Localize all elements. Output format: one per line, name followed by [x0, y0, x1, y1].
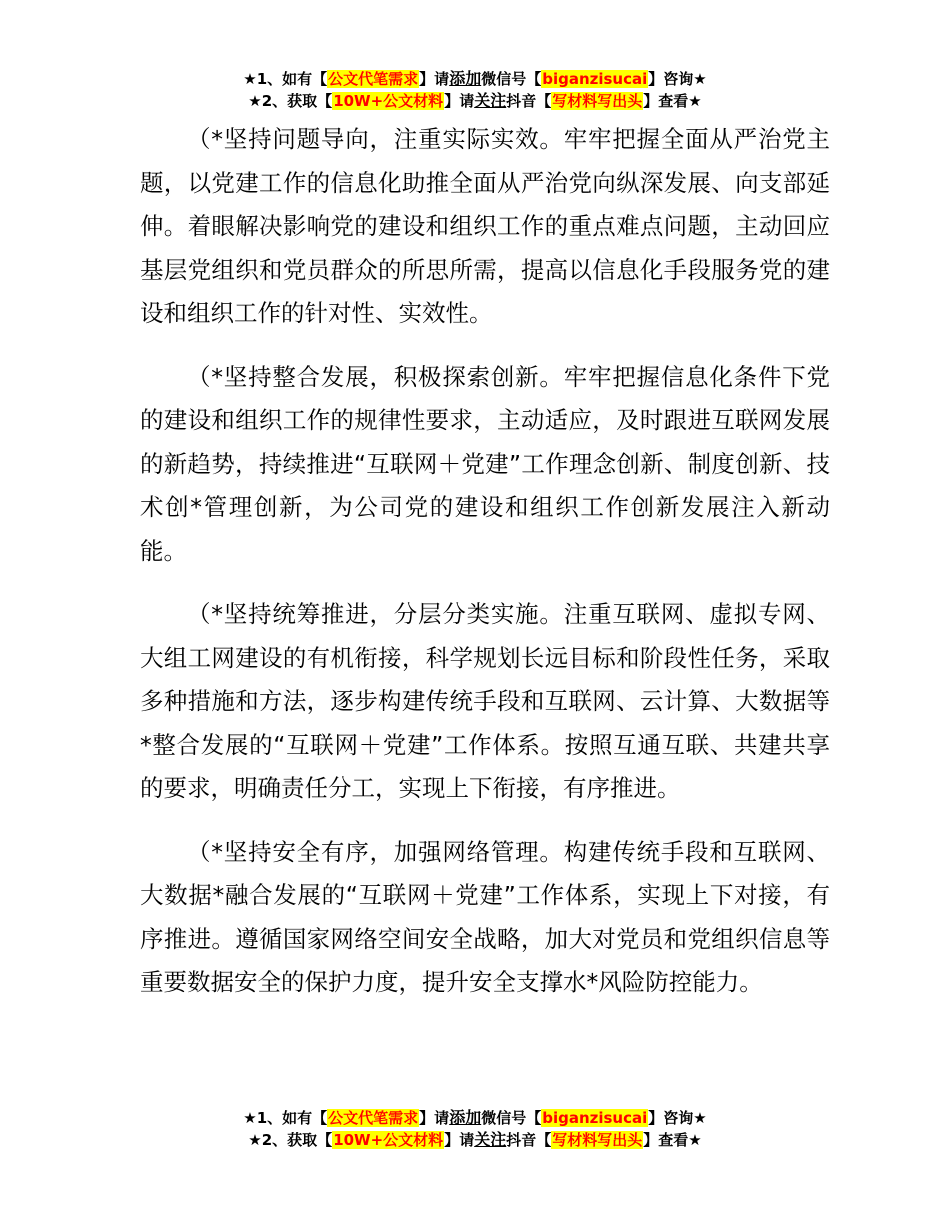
underlined-text: 关注: [474, 91, 507, 110]
banner-text: ★1、如有【: [243, 70, 328, 88]
banner-text: ★1、如有【: [243, 1109, 328, 1127]
highlight-text: 10W+公文材料: [333, 1131, 444, 1149]
banner-text: 抖音【: [506, 1131, 552, 1149]
banner-text: 】查看★: [643, 92, 702, 110]
footer-banner: [0, 1107, 950, 1151]
paragraph: （*坚持整合发展，积极探索创新。牢牢把握信息化条件下党的建设和组织工作的规律性要求，主动适应，及时跟进互联网发展的新趋势，持续推进“互联网＋党建”工作理念创新、制度创新、技术创*管理创新，为公司党的建设和组织工作创新发展注入新动能。: [140, 362, 830, 565]
banner-text: 微信号【: [481, 1109, 542, 1127]
banner-text: 】咨询★: [648, 70, 707, 88]
banner-text: ★2、获取【: [248, 1131, 333, 1149]
banner-text: ★2、获取【: [248, 92, 333, 110]
highlight-text: 公文代笔需求: [328, 70, 419, 88]
underlined-text: 添加: [449, 69, 482, 88]
banner-text: 】咨询★: [648, 1109, 707, 1127]
banner-text: 】请: [419, 1109, 450, 1127]
banner-line-1: [0, 1107, 950, 1129]
highlight-text: 写材料写出头: [552, 92, 643, 110]
banner-line-2: [0, 1129, 950, 1151]
header-banner: [0, 68, 950, 112]
banner-line-2: [0, 90, 950, 112]
document-body: [140, 118, 830, 1025]
banner-text: 】查看★: [643, 1131, 702, 1149]
paragraph: （*坚持问题导向，注重实际实效。牢牢把握全面从严治党主题，以党建工作的信息化助推全面从严治党向纵深发展、向支部延伸。着眼解决影响党的建设和组织工作的重点难点问题，主动回应基层党组织和党员群众的所思所需，提高以信息化手段服务党的建设和组织工作的针对性、实效性。: [140, 125, 830, 327]
banner-text: 】请: [419, 70, 450, 88]
paragraph: （*坚持统筹推进，分层分类实施。注重互联网、虚拟专网、大组工网建设的有机衔接，科学规划长远目标和阶段性任务，采取多种措施和方法，逐步构建传统手段和互联网、云计算、大数据等*整合发展的“互联网＋党建”工作体系。按照互通互联、共建共享的要求，明确责任分工，实现上下衔接，有序推进。: [140, 600, 830, 802]
highlight-text: biganzisucai: [542, 1109, 648, 1127]
highlight-text: 10W+公文材料: [333, 92, 444, 110]
paragraph: （*坚持安全有序，加强网络管理。构建传统手段和互联网、大数据*融合发展的“互联网＋党建”工作体系，实现上下对接，有序推进。遵循国家网络空间安全战略，加大对党员和党组织信息等重要数据安全的保护力度，提升安全支撑水*风险防控能力。: [140, 837, 830, 996]
highlight-text: 公文代笔需求: [328, 1109, 419, 1127]
banner-text: 抖音【: [506, 92, 552, 110]
banner-text: 微信号【: [481, 70, 542, 88]
underlined-text: 关注: [474, 1130, 507, 1149]
highlight-text: biganzisucai: [542, 70, 648, 88]
banner-line-1: [0, 68, 950, 90]
highlight-text: 写材料写出头: [552, 1131, 643, 1149]
banner-text: 】请: [444, 1131, 475, 1149]
banner-text: 】请: [444, 92, 475, 110]
underlined-text: 添加: [449, 1108, 482, 1127]
